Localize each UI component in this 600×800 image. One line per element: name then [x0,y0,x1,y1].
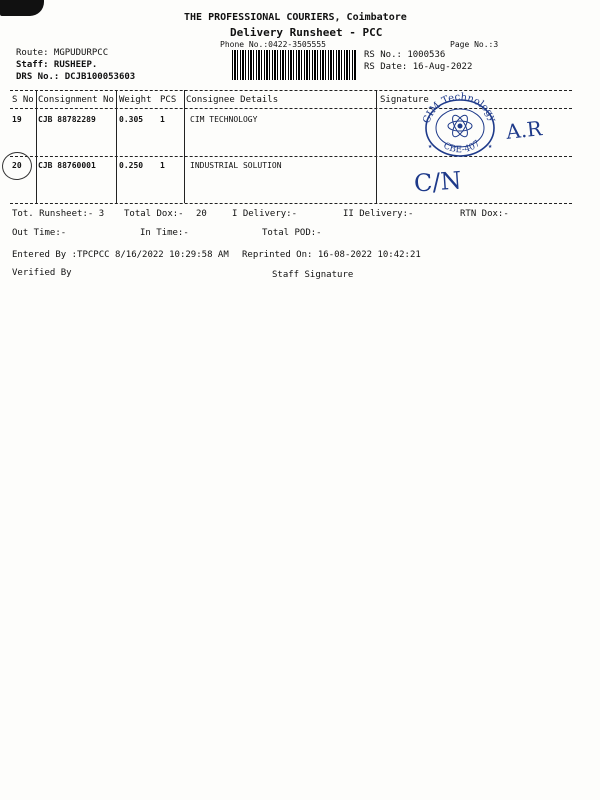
total-dox-label: Total Dox:- [124,209,184,219]
ii-delivery: II Delivery:- [343,209,414,219]
col-divider [116,90,117,203]
scan-smudge [0,0,44,16]
table-top-rule [10,90,572,91]
handwritten-cn-note: C/N [413,166,463,198]
rs-date: RS Date: 16-Aug-2022 [364,62,473,72]
atom-icon [448,113,472,139]
col-header-pcs: PCS [160,95,177,105]
company-stamp [418,92,502,158]
staff-signature: Staff Signature [272,270,354,280]
col-header-signature: Signature [380,95,429,105]
total-pod: Total POD:- [262,228,322,238]
in-time: In Time:- [140,228,189,238]
row-weight: 0.250 [119,161,144,170]
col-header-sno: S No [12,95,34,105]
runsheet-title: Delivery Runsheet - PCC [230,26,383,39]
handwritten-initials: A.R [504,116,544,144]
row-consignment: CJB 88760001 [38,161,96,170]
out-time: Out Time:- [12,228,67,238]
row-sno: 20 [12,161,22,170]
row-weight: 0.305 [119,115,144,124]
verified-by: Verified By [12,268,72,278]
svg-text:★: ★ [428,142,433,150]
entered-by: Entered By :TPCPCC 8/16/2022 10:29:58 AM [12,250,229,260]
drs-number: DRS No.: DCJB100053603 [16,72,136,82]
rs-number: RS No.: 1000536 [364,50,446,60]
reprinted-on: Reprinted On: 16-08-2022 10:42:21 [242,250,421,260]
rtn-dox: RTN Dox:- [460,209,509,219]
row-consignment: CJB 88782289 [38,115,96,124]
i-delivery: I Delivery:- [232,209,298,219]
svg-text:★: ★ [488,142,493,150]
stamp-text-top: CIM Technology [421,92,499,126]
col-header-consignee: Consignee Details [186,95,279,105]
col-divider [184,90,185,203]
row-consignee: INDUSTRIAL SOLUTION [190,161,282,170]
barcode [232,50,356,80]
phone-number: Phone No.:0422-3505555 [220,40,326,49]
row-consignee: CIM TECHNOLOGY [190,115,258,124]
col-divider [376,90,377,203]
col-header-consignment: Consignment No [38,95,114,105]
total-runsheet: Tot. Runsheet:- 3 [12,209,105,219]
company-name: THE PROFESSIONAL COURIERS, Coimbatore [184,12,407,23]
route: Route: MGPUDURPCC [16,48,109,58]
table-bottom-rule [10,203,572,204]
row-pcs: 1 [160,115,165,124]
col-divider [36,90,37,203]
row-pcs: 1 [160,161,165,170]
row-sno: 19 [12,115,22,124]
page-number: Page No.:3 [450,40,499,49]
total-dox-value: 20 [196,209,207,219]
col-header-weight: Weight [119,95,152,105]
stamp-text-bottom: CBE-407 [441,138,483,156]
staff: Staff: RUSHEEP. [16,60,98,70]
